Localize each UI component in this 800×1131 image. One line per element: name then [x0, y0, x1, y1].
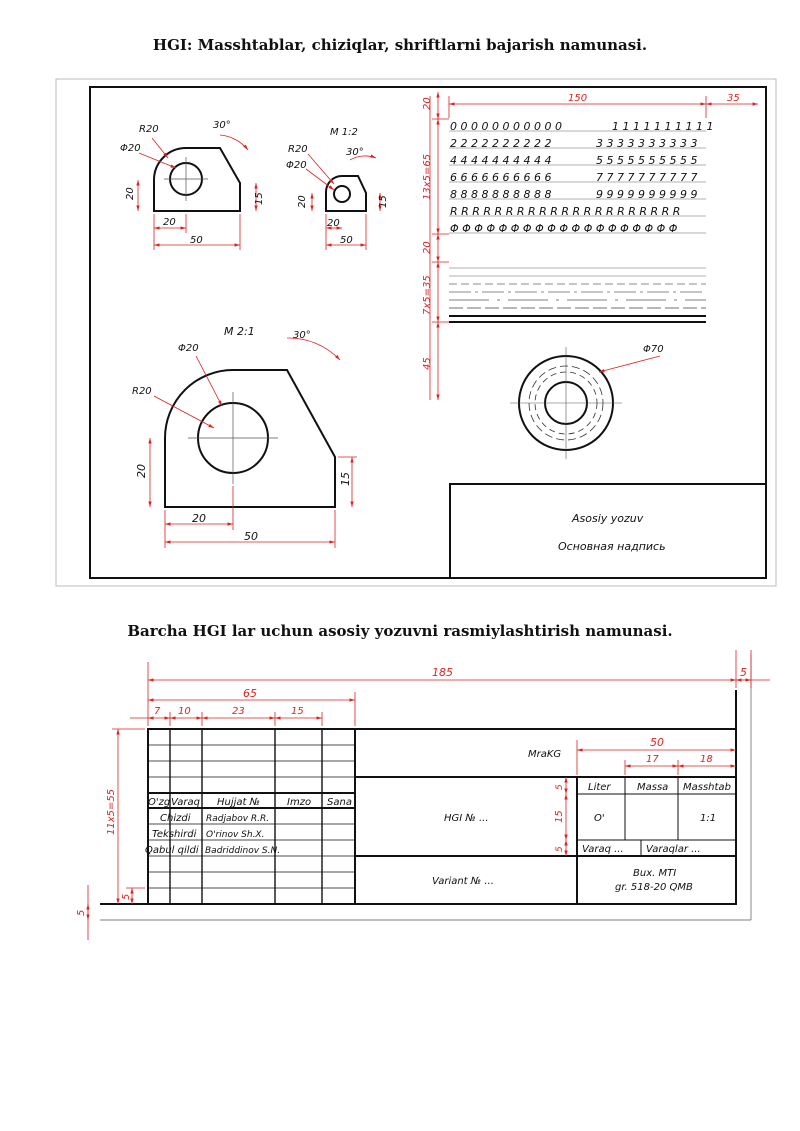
dim-outer5: 5 [76, 909, 87, 916]
circle-diameter: Φ70 [643, 344, 664, 355]
part-small-width: 50 [190, 235, 203, 246]
document-code: MraKG [528, 749, 562, 760]
dim-height: 11x5=55 [106, 788, 117, 835]
part-double-height2: 15 [339, 472, 352, 486]
dim-row15: 15 [554, 810, 565, 823]
part-small-width1: 20 [163, 217, 176, 228]
variant-number: Variant № ... [432, 876, 494, 887]
font-row-4b: 7 7 7 7 7 7 7 7 7 7 [596, 171, 698, 184]
part-double-angle: 30° [293, 330, 311, 341]
organization-name: Bux. MTI [633, 868, 677, 879]
page-title: HGI: Masshtablar, chiziqlar, shriftlarni bajarish namunasi. [152, 36, 648, 54]
font-gap-dim: 20 [422, 241, 433, 254]
title-block-text [145, 749, 731, 893]
part-double-height: 20 [135, 464, 148, 478]
part-small [138, 135, 256, 250]
font-sample-text [450, 120, 713, 235]
row-role-1: Chizdi [160, 813, 191, 824]
dim-c15: 15 [291, 706, 304, 717]
dim-c10: 10 [178, 706, 191, 717]
font-top-dim: 20 [422, 97, 433, 110]
header-sana: Sana [327, 797, 352, 808]
liter-header: Liter [588, 782, 611, 793]
header-hujjat: Hujjat № [217, 797, 261, 808]
scale-value: 1:1 [700, 813, 717, 824]
part-half-width1: 20 [327, 218, 340, 229]
part-double-width: 50 [244, 530, 258, 543]
line-types-sample [449, 268, 706, 322]
dim-right: 5 [740, 666, 747, 679]
part-small-height2: 15 [254, 192, 265, 205]
part-small-diameter: Φ20 [120, 143, 141, 154]
group-name: gr. 518-20 QMB [615, 882, 693, 893]
varaqlar-field: Varaqlar ... [646, 844, 701, 855]
hgi-number: HGI № ... [444, 813, 489, 824]
font-row-4a: 6 6 6 6 6 6 6 6 6 6 [450, 171, 552, 184]
font-row-5a: 8 8 8 8 8 8 8 8 8 8 [450, 188, 552, 201]
title-block-dimensions [88, 650, 770, 940]
part-half-radius: R20 [288, 144, 308, 155]
font-right-dim: 35 [727, 93, 740, 104]
header-ozg: O'zg [148, 797, 171, 808]
massa-header: Massa [637, 782, 669, 793]
dim-bottom5: 5 [121, 893, 132, 900]
part-double-scale: M 2:1 [224, 325, 255, 338]
part-small-height: 20 [125, 187, 136, 200]
part-double [150, 338, 357, 548]
masshtab-header: Masshtab [683, 782, 731, 793]
row-role-3: Qabul qildi [145, 845, 199, 856]
font-row-2b: 3 3 3 3 3 3 3 3 3 3 [596, 137, 698, 150]
dim-row5b: 5 [555, 846, 565, 852]
part-half-angle: 30° [346, 147, 364, 158]
dim-c17: 17 [646, 754, 659, 765]
font-circle-dim: 45 [422, 357, 433, 370]
font-row-1a: 0 0 0 0 0 0 0 0 0 0 0 [450, 120, 562, 133]
liter-value: O' [594, 813, 605, 824]
part-half-height: 20 [297, 195, 308, 208]
dim-total: 185 [432, 666, 453, 679]
varaq-field: Varaq ... [582, 844, 624, 855]
dim-left-group: 65 [243, 687, 257, 700]
title-block-line2: Основная надпись [558, 540, 666, 553]
font-rows-dim: 13x5=65 [422, 153, 433, 200]
part-half-diameter: Φ20 [286, 160, 307, 171]
part-small-radius: R20 [139, 124, 159, 135]
row-name-1: Radjabov R.R. [206, 814, 270, 824]
header-imzo: Imzo [287, 797, 312, 808]
font-row-6: R R R R R R R R R R R R R R R R R R R R R [450, 205, 681, 218]
font-row-3b: 5 5 5 5 5 5 5 5 5 5 [596, 154, 698, 167]
part-half-scale: M 1:2 [330, 127, 358, 138]
circle-sample [510, 347, 660, 459]
font-row-3a: 4 4 4 4 4 4 4 4 4 4 [450, 154, 552, 167]
font-row-2a: 2 2 2 2 2 2 2 2 2 2 [450, 137, 552, 150]
dim-row5a: 5 [555, 784, 565, 790]
part-small-labels [120, 120, 265, 246]
part-double-radius: R20 [132, 386, 152, 397]
part-double-diameter: Φ20 [178, 343, 199, 354]
title-block-sample [450, 484, 766, 578]
part-double-width1: 20 [192, 512, 206, 525]
font-lines-dim: 7x5=35 [422, 275, 433, 315]
dim-c18: 18 [700, 754, 713, 765]
dim-c23: 23 [232, 706, 245, 717]
dim-right-group: 50 [650, 736, 664, 749]
header-varaq: Varaq [171, 797, 200, 808]
section-title: Barcha HGI lar uchun asosiy yozuvni rasmiylashtirish namunasi. [127, 622, 673, 640]
sheet-1 [56, 79, 776, 586]
font-row-7: Φ Φ Φ Φ Φ Φ Φ Φ Φ Φ Φ Φ Φ Φ Φ Φ Φ Φ Φ [450, 222, 678, 235]
sheet-2 [76, 650, 770, 940]
part-small-angle: 30° [213, 120, 231, 131]
row-role-2: Tekshirdi [152, 829, 197, 840]
font-width-dim: 150 [568, 93, 588, 104]
part-half-width: 50 [340, 235, 353, 246]
row-name-3: Badriddinov S.N. [205, 846, 281, 856]
row-name-2: O'rinov Sh.X. [206, 830, 265, 840]
font-row-5b: 9 9 9 9 9 9 9 9 9 9 [596, 188, 698, 201]
title-block-line1: Asosiy yozuv [572, 512, 644, 525]
dim-c7: 7 [154, 706, 161, 717]
part-half-height2: 15 [378, 195, 389, 208]
font-row-1b: 1 1 1 1 1 1 1 1 1 1 [612, 120, 714, 133]
